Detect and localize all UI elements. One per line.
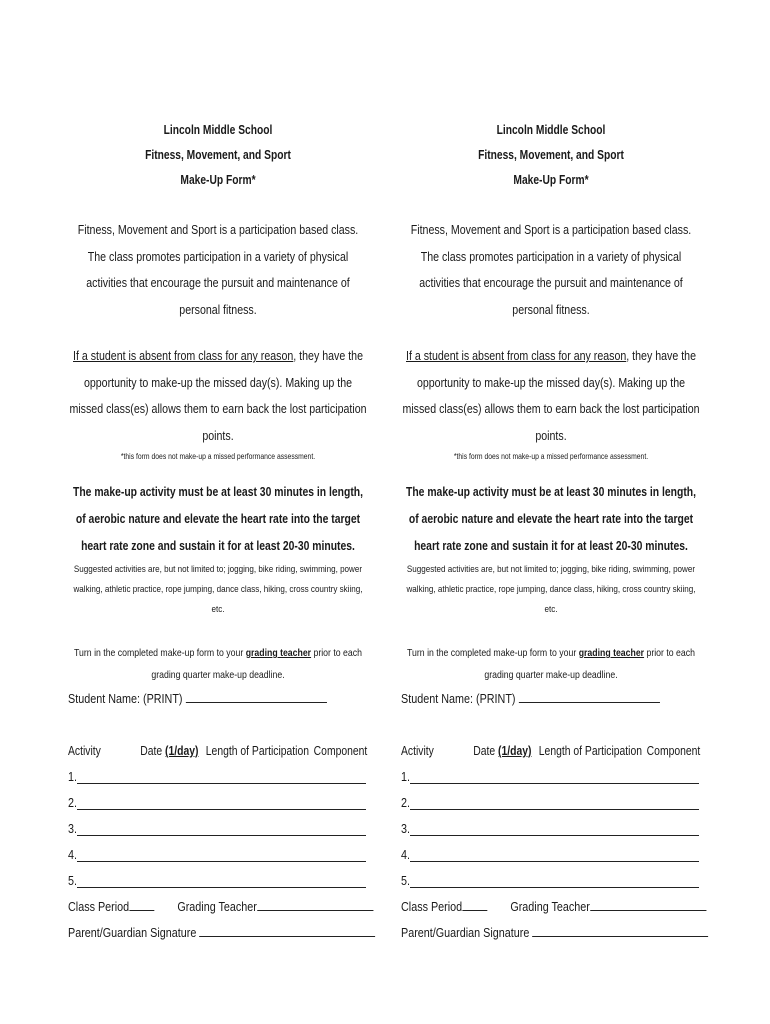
absence-underlined: If a student is absent from class for any reason — [72, 349, 294, 363]
turnin-before: Turn in the completed make-up form to your — [74, 647, 246, 659]
turnin-instructions — [401, 642, 701, 686]
activity-row[interactable]: 1. — [68, 764, 368, 790]
absence-rest: , they have the opportunity to make-up the missed day(s). Making up the missed class(es) allows them to earn back the lost participation points. — [402, 349, 700, 443]
col-length: Length of Participation — [205, 744, 310, 758]
activity-row[interactable]: 5. — [68, 868, 368, 894]
activity-row[interactable]: 2. — [68, 790, 368, 816]
absence-paragraph — [401, 343, 700, 449]
col-component: Component — [646, 744, 701, 758]
col-activity: Activity — [401, 744, 434, 758]
signature-label: Parent/Guardian Signature — [401, 925, 530, 940]
activity-row[interactable]: 1. — [401, 764, 701, 790]
activity-row[interactable]: 3. — [68, 816, 368, 842]
turnin-bold: grading teacher — [578, 647, 645, 659]
school-name: Lincoln Middle School — [163, 123, 273, 137]
grading-teacher-label: Grading Teacher — [510, 899, 590, 914]
signature-label: Parent/Guardian Signature — [68, 925, 197, 940]
activity-row[interactable]: 4. — [68, 842, 368, 868]
student-name-label: Student Name: (PRINT) — [401, 691, 516, 706]
class-period-label: Class Period — [68, 899, 130, 914]
form-title: Make-Up Form* — [513, 173, 589, 187]
turnin-bold: grading teacher — [245, 647, 312, 659]
grading-teacher-field[interactable] — [257, 897, 373, 911]
intro-paragraph: Fitness, Movement and Sport is a participation based class. The class promotes participation in a variety of physical activities that encourage the pursuit and maintenance of personal fitness. — [77, 223, 359, 317]
turnin-before: Turn in the completed make-up form to your — [407, 647, 579, 659]
activity-columns — [68, 738, 368, 764]
signature-field[interactable] — [532, 923, 708, 937]
activity-columns — [401, 738, 701, 764]
col-date: Date (1/day) — [473, 744, 532, 758]
signature-row[interactable] — [401, 920, 701, 946]
student-name-row[interactable] — [68, 686, 368, 712]
class-period-row[interactable] — [68, 894, 368, 920]
turnin-instructions — [68, 642, 368, 686]
turnin-after: prior to each grading quarter make-up deadline. — [151, 647, 362, 681]
intro-paragraph: Fitness, Movement and Sport is a participation based class. The class promotes participation in a variety of physical activities that encourage the pursuit and maintenance of personal fitness. — [410, 223, 692, 317]
col-date: Date (1/day) — [140, 744, 199, 758]
student-name-field[interactable] — [186, 689, 327, 703]
signature-row[interactable] — [68, 920, 368, 946]
absence-underlined: If a student is absent from class for any reason — [405, 349, 627, 363]
class-period-label: Class Period — [401, 899, 463, 914]
activity-row[interactable]: 5. — [401, 868, 701, 894]
turnin-after: prior to each grading quarter make-up deadline. — [484, 647, 695, 681]
course-name: Fitness, Movement, and Sport — [145, 148, 291, 162]
student-name-label: Student Name: (PRINT) — [68, 691, 183, 706]
grading-teacher-label: Grading Teacher — [177, 899, 257, 914]
suggested-activities: Suggested activities are, but not limited to; jogging, bike riding, swimming, power walking, athletic practice, rope jumping, dance class, hiking, cross country skiing, etc. — [406, 564, 696, 615]
absence-paragraph — [68, 343, 367, 449]
requirement-paragraph: The make-up activity must be at least 30 minutes in length, of aerobic nature and elevate the heart rate into the target heart rate zone and sustain it for at least 20-30 minutes. — [72, 485, 364, 553]
class-period-field[interactable] — [129, 897, 154, 911]
form-title: Make-Up Form* — [180, 173, 256, 187]
signature-field[interactable] — [199, 923, 375, 937]
class-period-field[interactable] — [462, 897, 487, 911]
makeup-form-left — [68, 118, 368, 946]
makeup-form-right — [401, 118, 701, 946]
student-name-row[interactable] — [401, 686, 701, 712]
activity-row[interactable]: 2. — [401, 790, 701, 816]
footnote: *this form does not make-up a missed performance assessment. — [453, 452, 649, 461]
class-period-row[interactable] — [401, 894, 701, 920]
activity-row[interactable]: 4. — [401, 842, 701, 868]
activity-row[interactable]: 3. — [401, 816, 701, 842]
student-name-field[interactable] — [519, 689, 660, 703]
suggested-activities: Suggested activities are, but not limited to; jogging, bike riding, swimming, power walking, athletic practice, rope jumping, dance class, hiking, cross country skiing, etc. — [73, 564, 363, 615]
footnote: *this form does not make-up a missed performance assessment. — [120, 452, 316, 461]
school-name: Lincoln Middle School — [496, 123, 606, 137]
col-length: Length of Participation — [538, 744, 643, 758]
col-component: Component — [313, 744, 368, 758]
requirement-paragraph: The make-up activity must be at least 30 minutes in length, of aerobic nature and elevate the heart rate into the target heart rate zone and sustain it for at least 20-30 minutes. — [405, 485, 697, 553]
course-name: Fitness, Movement, and Sport — [478, 148, 624, 162]
col-activity: Activity — [68, 744, 101, 758]
absence-rest: , they have the opportunity to make-up the missed day(s). Making up the missed class(es) allows them to earn back the lost participation points. — [69, 349, 367, 443]
grading-teacher-field[interactable] — [590, 897, 706, 911]
